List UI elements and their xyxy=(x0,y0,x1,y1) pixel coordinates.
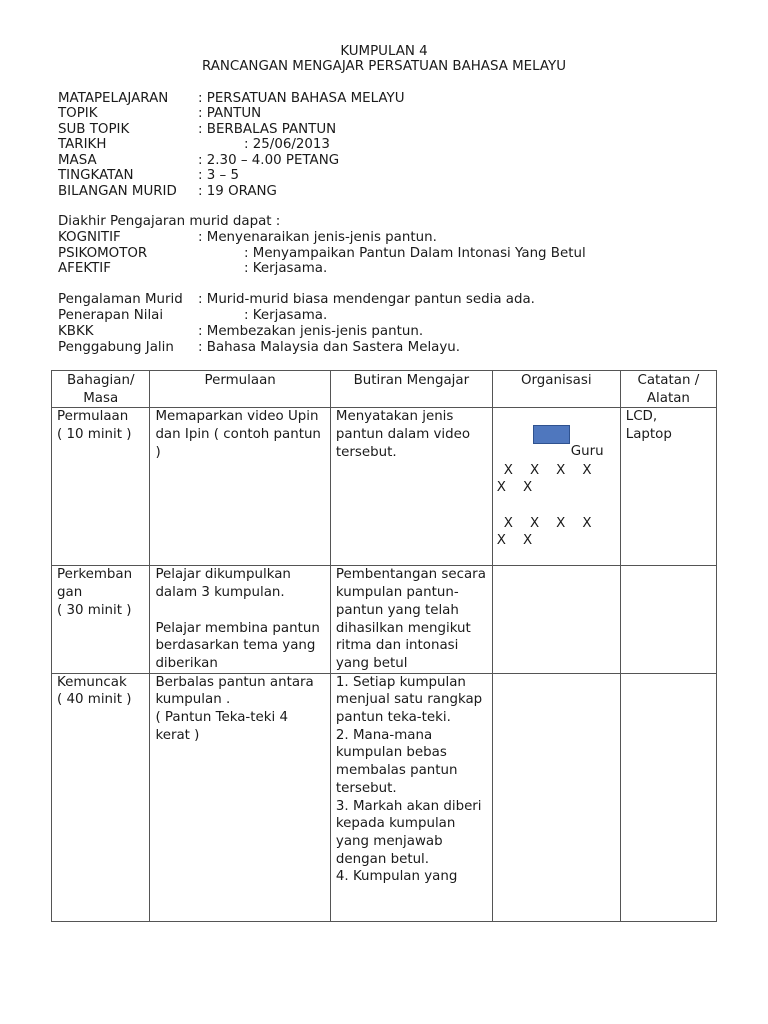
objective-value: : Menyampaikan Pantun Dalam Intonasi Yang Betul xyxy=(244,246,586,261)
header-text: Butiran Mengajar xyxy=(353,373,470,388)
organisation-cell xyxy=(492,673,620,921)
notes-cell xyxy=(620,673,716,921)
stage-text: Kemuncak ( 40 minit ) xyxy=(57,674,132,708)
details-text: 1. Setiap kumpulan menjual satu rangkap pantun teka-teki. 2. Mana-mana kumpulan bebas membalas pantun tersebut. 3. Markah akan diberi kepada kumpulan yang menjawab dengan betul. 4. Kumpulan yang xyxy=(335,674,483,885)
info-label: TARIKH xyxy=(58,137,107,152)
info-label: MASA xyxy=(58,153,97,168)
info-label: BILANGAN MURID xyxy=(58,184,177,199)
extra-value: : Membezakan jenis-jenis pantun. xyxy=(198,324,424,339)
info-label: TOPIK xyxy=(58,106,98,121)
teacher-desk-box xyxy=(533,425,570,444)
activity-cell xyxy=(150,566,330,673)
objective-value: : Menyenaraikan jenis-jenis pantun. xyxy=(198,230,437,245)
activity-text: Pelajar membina pantun berdasarkan tema yang diberikan xyxy=(155,620,320,671)
objective-label: PSIKOMOTOR xyxy=(58,246,148,261)
details-cell xyxy=(330,408,492,566)
stage-text: Perkemban gan ( 30 minit ) xyxy=(57,567,133,618)
stage-cell xyxy=(52,408,150,566)
header-cell xyxy=(620,371,716,408)
objective-label: AFEKTIF xyxy=(58,261,111,276)
extra-label: Pengalaman Murid xyxy=(58,292,183,307)
extra-value: : Bahasa Malaysia dan Sastera Melayu. xyxy=(198,340,461,355)
info-value: : PANTUN xyxy=(198,106,262,121)
header-cell xyxy=(330,371,492,408)
extra-value: : Murid-murid biasa mendengar pantun sedia ada. xyxy=(198,292,535,307)
table-header-row xyxy=(52,371,717,408)
table-row xyxy=(52,566,717,673)
header-cell xyxy=(150,371,330,408)
header-text: Permulaan xyxy=(204,373,276,388)
organisation-cell xyxy=(492,408,620,566)
stage-text: Permulaan ( 10 minit ) xyxy=(57,409,132,443)
header-cell xyxy=(52,371,150,408)
activity-cell xyxy=(150,408,330,566)
info-value: : 2.30 – 4.00 PETANG xyxy=(198,153,340,168)
table-row xyxy=(52,673,717,921)
info-label: SUB TOPIK xyxy=(58,122,130,137)
info-value: : 19 ORANG xyxy=(198,184,277,199)
details-text: Pembentangan secara kumpulan pantun-pantun yang telah dihasilkan mengikut ritma dan intonasi yang betul xyxy=(335,567,486,671)
info-label: MATAPELAJARAN xyxy=(58,91,169,106)
objectives-intro: Diakhir Pengajaran murid dapat : xyxy=(58,214,281,229)
notes-cell xyxy=(620,566,716,673)
info-value: : 25/06/2013 xyxy=(244,137,330,152)
document-title-line2: RANCANGAN MENGAJAR PERSATUAN BAHASA MELAYU xyxy=(201,59,567,74)
organisation-cell xyxy=(492,566,620,673)
details-text: Menyatakan jenis pantun dalam video tersebut. xyxy=(335,409,471,460)
objective-label: KOGNITIF xyxy=(58,230,121,245)
header-cell xyxy=(492,371,620,408)
header-text: Catatan / Alatan xyxy=(637,373,700,406)
info-value: : PERSATUAN BAHASA MELAYU xyxy=(198,91,405,106)
student-row: X X xyxy=(496,533,533,549)
info-label: TINGKATAN xyxy=(58,168,134,183)
document-title-line1: KUMPULAN 4 xyxy=(340,44,428,59)
details-cell xyxy=(330,673,492,921)
details-cell xyxy=(330,566,492,673)
student-row: X X X X xyxy=(503,516,592,532)
notes-text: LCD, Laptop xyxy=(625,409,672,443)
stage-cell xyxy=(52,673,150,921)
header-text: Bahagian/ Masa xyxy=(66,373,135,406)
guru-label: Guru xyxy=(570,444,604,460)
table-row xyxy=(52,408,717,566)
student-row: X X xyxy=(496,480,533,496)
stage-cell xyxy=(52,566,150,673)
extra-value: : Kerjasama. xyxy=(244,308,328,323)
activity-cell xyxy=(150,673,330,921)
header-text: Organisasi xyxy=(520,373,592,388)
activity-text: Berbalas pantun antara kumpulan . ( Pantun Teka-teki 4 kerat ) xyxy=(155,674,314,743)
student-row: X X X X xyxy=(503,463,592,479)
notes-cell xyxy=(620,408,716,566)
info-value: : BERBALAS PANTUN xyxy=(198,122,337,137)
info-value: : 3 – 5 xyxy=(198,168,240,183)
extra-label: Penerapan Nilai xyxy=(58,308,164,323)
activity-text: Memaparkan video Upin dan Ipin ( contoh pantun ) xyxy=(155,409,321,460)
extra-label: KBKK xyxy=(58,324,94,339)
class-seating-diagram xyxy=(493,408,620,558)
activity-text: Pelajar dikumpulkan dalam 3 kumpulan. xyxy=(155,567,291,601)
extra-label: Penggabung Jalin xyxy=(58,340,174,355)
lesson-plan-table xyxy=(51,370,717,922)
objective-value: : Kerjasama. xyxy=(244,261,328,276)
